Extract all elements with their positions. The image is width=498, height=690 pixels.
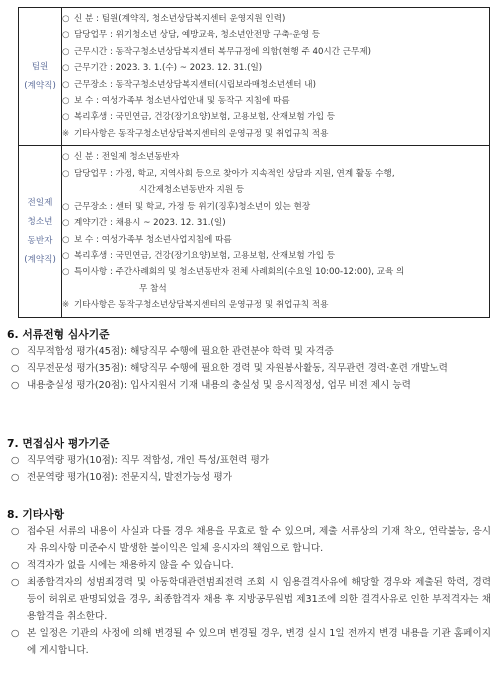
role-label-line: 청소년	[27, 216, 53, 227]
section-title: 8. 기타사항	[7, 508, 65, 521]
detail-line: ○ 신 분 : 팀원(계약직, 청소년상담복지센터 운영지원 인력)	[62, 13, 286, 24]
detail-line: ○ 담당업무 : 위기청소년 상담, 예방교육, 청소년안전망 구축·운영 등	[62, 30, 321, 41]
detail-line: ○ 보 수 : 여성가족부 청소년사업안내 및 동작구 지침에 따름	[62, 95, 290, 106]
detail-line: ○ 근무시간 : 동작구청소년상담복지센터 복무규정에 의함(현행 주 40시간 근무제)	[62, 46, 372, 57]
detail-note: ※ 기타사항은 동작구청소년상담복지센터의 운영규정 및 취업규칙 적용	[62, 300, 329, 311]
role-label-line: 팀원	[31, 61, 49, 72]
list-item: ○ 직무전문성 평가(35점): 해당직무 수행에 필요한 경력 및 자원봉사활동, 직무관련 경력·훈련 개발노력	[11, 363, 448, 374]
detail-line: ○ 보 수 : 여성가족부 청소년사업지침에 따름	[62, 234, 232, 245]
position-table	[18, 7, 490, 318]
detail-note: ※ 기타사항은 동작구청소년상담복지센터의 운영규정 및 취업규칙 적용	[62, 128, 329, 139]
role-label-line: 전일제	[27, 197, 53, 208]
list-item: ○ 적격자가 없을 시에는 채용하지 않을 수 있습니다.	[11, 560, 234, 571]
table-row	[19, 8, 490, 146]
list-item: ○ 직무역량 평가(10점): 직무 적합성, 개인 특성/표현력 평가	[11, 455, 270, 466]
list-item: ○ 최종합격자의 성범죄경력 및 아동학대관련범죄전력 조회 시 임용결격사유에 해당할 경우와 제출된 학력, 경력 등이 허위로 판명되었을 경우, 최종합격자 채용 후 지방공무원법 제31조에 의한 결격사유로 인한 부적격자는 채용합격을 취소한다.	[11, 577, 491, 622]
detail-line: ○ 근무장소 : 동작구청소년상담복지센터(시립보라매청소년센터 내)	[62, 79, 316, 90]
role-label-line: (계약직)	[24, 80, 56, 91]
detail-line: ○ 특이사항 : 주간사례회의 및 청소년동반자 전체 사례회의(수요일 10:00-12:00), 교육 의 무 참석	[62, 264, 489, 297]
role-details	[62, 146, 490, 318]
list-item: ○ 본 일정은 기관의 사정에 의해 변경될 수 있으며 변경될 경우, 변경 실시 1일 전까지 변경 내용을 기관 홈페이지에 게시합니다.	[11, 628, 491, 656]
detail-line: ○ 복리후생 : 국민연금, 건강(장기요양)보험, 고용보험, 산재보험 가입 등	[62, 250, 336, 261]
detail-continuation: 무 참석	[139, 283, 167, 294]
list-item: ○ 내용충실성 평가(20점): 입사지원서 기재 내용의 충실성 및 응시적정성, 업무 비전 제시 능력	[11, 380, 411, 391]
section-other-notes	[7, 507, 491, 659]
role-label-line: (계약직)	[24, 254, 56, 265]
table-row	[19, 146, 490, 318]
list-item: ○ 접수된 서류의 내용이 사실과 다를 경우 채용을 무효로 할 수 있으며, 제출 서류상의 기재 착오, 연락불능, 응시자 유의사항 미준수시 발생한 불이익은 일체 응시자의 책임으로 합니다.	[11, 526, 491, 554]
detail-line: ○ 근무기간 : 2023. 3. 1.(수) ~ 2023. 12. 31.(일)	[62, 63, 263, 74]
detail-line: ○ 복리후생 : 국민연금, 건강(장기요양)보험, 고용보험, 산재보험 가입 등	[62, 112, 336, 123]
section-screening-criteria	[7, 327, 491, 394]
section-title: 7. 면접심사 평가기준	[7, 437, 110, 450]
detail-line: ○ 신 분 : 전일제 청소년동반자	[62, 152, 180, 163]
section-interview-criteria	[7, 436, 491, 486]
detail-line: ○ 담당업무 : 가정, 학교, 지역사회 등으로 찾아가 지속적인 상담과 지원, 연계 활동 수행, 시간제청소년동반자 지원 등	[62, 166, 489, 199]
section-title: 6. 서류전형 심사기준	[7, 328, 110, 341]
role-label	[19, 8, 62, 146]
role-label-line: 동반자	[27, 235, 53, 246]
detail-line: ○ 계약기간 : 채용시 ~ 2023. 12. 31.(일)	[62, 218, 226, 229]
list-item: ○ 전문역량 평가(10점): 전문지식, 발전가능성 평가	[11, 472, 232, 483]
role-label	[19, 146, 62, 318]
list-item: ○ 직무적합성 평가(45점): 해당직무 수행에 필요한 관련분야 학력 및 자격증	[11, 346, 334, 357]
detail-line: ○ 근무장소 : 센터 및 학교, 가정 등 위기(징후)청소년이 있는 현장	[62, 201, 311, 212]
role-details	[62, 8, 490, 146]
detail-continuation: 시간제청소년동반자 지원 등	[139, 185, 245, 196]
